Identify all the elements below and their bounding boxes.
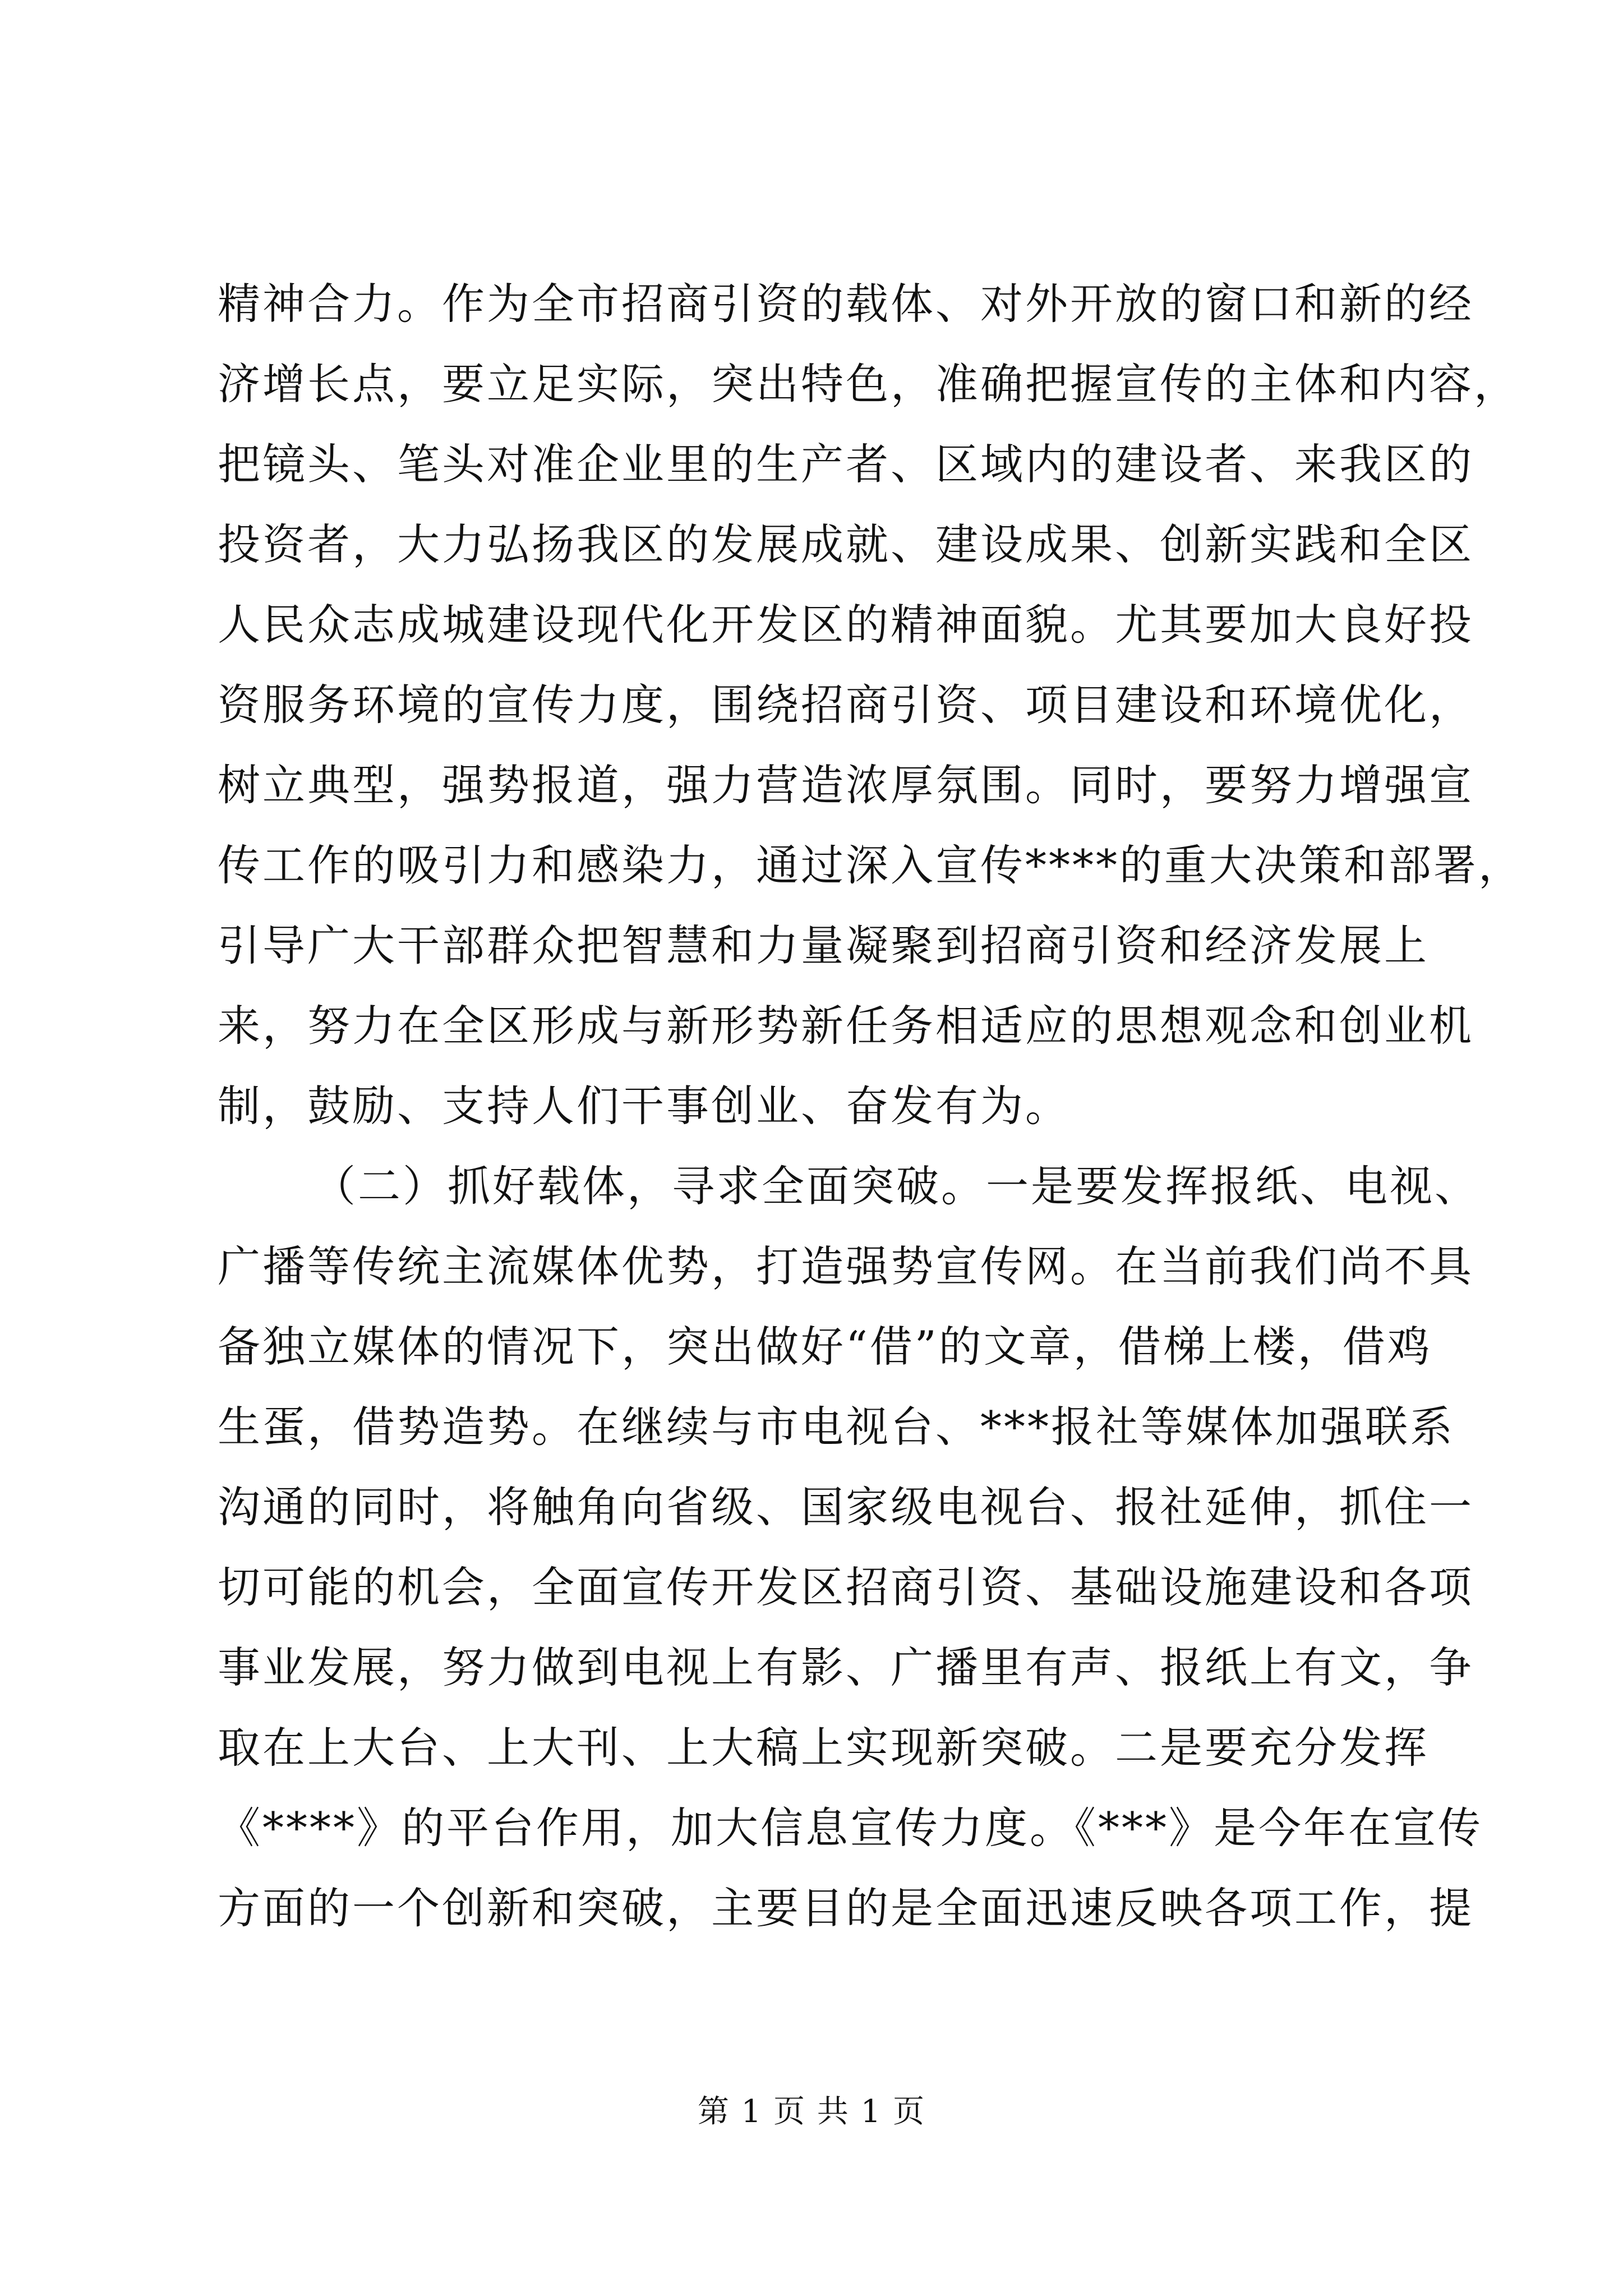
text-line: 《****》的平台作用，加大信息宣传力度。《***》是今年在宣传 <box>218 1803 1483 1853</box>
text-line: 把镜头、笔头对准企业里的生产者、区域内的建设者、来我区的 <box>218 439 1474 489</box>
text-line: 来，努力在全区形成与新形势新任务相适应的思想观念和创业机 <box>218 1001 1474 1051</box>
text-line: 制，鼓励、支持人们干事创业、奋发有为。 <box>218 1081 1070 1131</box>
text-line: 精神合力。作为全市招商引资的载体、对外开放的窗口和新的经 <box>218 279 1474 329</box>
text-line: 投资者，大力弘扬我区的发展成就、建设成果、创新实践和全区 <box>218 519 1474 569</box>
text-line: 切可能的机会，全面宣传开发区招商引资、基础设施建设和各项 <box>218 1562 1474 1612</box>
text-line: 取在上大台、上大刊、上大稿上实现新突破。二是要充分发挥 <box>218 1723 1429 1773</box>
text-line: 事业发展，努力做到电视上有影、广播里有声、报纸上有文，争 <box>218 1642 1474 1692</box>
text-line: 生蛋，借势造势。在继续与市电视台、***报社等媒体加强联系 <box>218 1402 1455 1452</box>
text-line: 广播等传统主流媒体优势，打造强势宣传网。在当前我们尚不具 <box>218 1241 1474 1291</box>
text-line: 人民众志成城建设现代化开发区的精神面貌。尤其要加大良好投 <box>218 600 1474 650</box>
text-line: 树立典型，强势报道，强力营造浓厚氛围。同时，要努力增强宣 <box>218 760 1474 810</box>
text-line: 引导广大干部群众把智慧和力量凝聚到招商引资和经济发展上 <box>218 921 1429 970</box>
text-line: 传工作的吸引力和感染力，通过深入宣传****的重大决策和部署， <box>218 840 1523 890</box>
text-line: 济增长点，要立足实际，突出特色，准确把握宣传的主体和内容， <box>218 359 1519 409</box>
document-body <box>218 264 1523 1948</box>
section-heading-line: （二）抓好载体，寻求全面突破。一是要发挥报纸、电视、 <box>313 1161 1479 1211</box>
text-line: 方面的一个创新和突破，主要目的是全面迅速反映各项工作，提 <box>218 1883 1474 1933</box>
text-line: 资服务环境的宣传力度，围绕招商引资、项目建设和环境优化， <box>218 680 1474 730</box>
text-line: 沟通的同时，将触角向省级、国家级电视台、报社延伸，抓住一 <box>218 1482 1474 1532</box>
page-footer: 第 1 页 共 1 页 <box>697 2093 926 2130</box>
text-line: 备独立媒体的情况下，突出做好“借”的文章，借梯上楼，借鸡 <box>218 1322 1432 1372</box>
